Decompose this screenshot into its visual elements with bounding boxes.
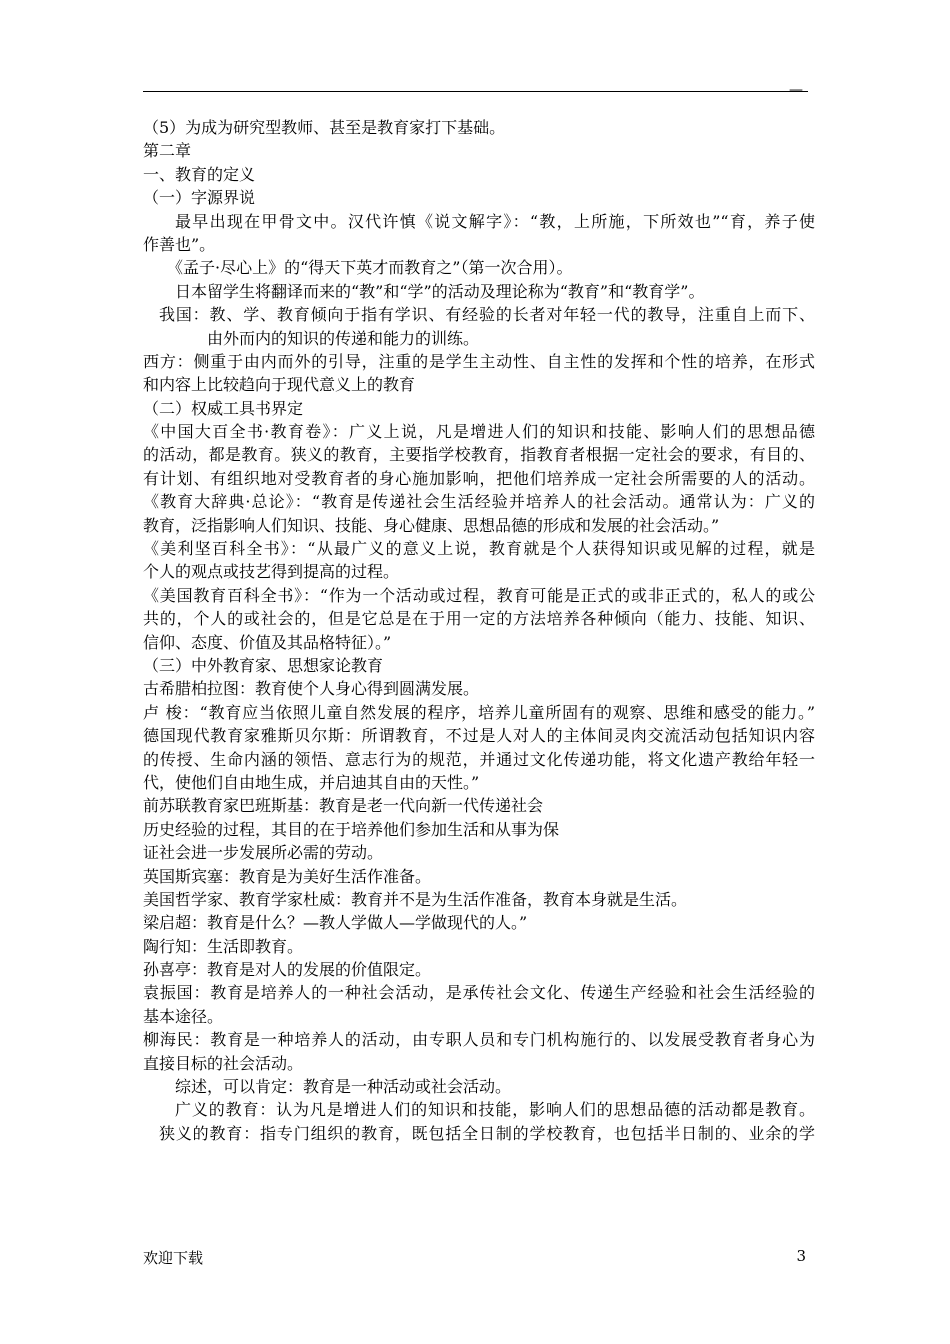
text-line: 狭义的教育：指专门组织的教育，既包括全日制的学校教育，也包括半日制的、业余的学 (159, 1123, 815, 1143)
text-line: 陶行知：生活即教育。 (143, 936, 304, 956)
section-heading: 一、教育的定义 (143, 164, 256, 184)
text-line: 《中国大百全书·教育卷》：广义上说，凡是增进人们的知识和技能、影响人们的思想品德 (143, 422, 815, 442)
text-line: 古希腊柏拉图：教育使个人身心得到圆满发展。 (143, 679, 480, 699)
text-line: 《孟子·尽心上》的“得天下英才而教育之”（第一次合用）。 (167, 258, 573, 278)
chapter-heading: 第二章 (143, 141, 192, 161)
text-line: 卢 梭：“教育应当依照儿童自然发展的程序，培养儿童所固有的观察、思维和感受的能力。” (143, 702, 815, 722)
text-line: 证社会进一步发展所必需的劳动。 (143, 843, 384, 863)
text-line: 《美国教育百科全书》：“作为一个活动或过程，教育可能是正式的或非正式的，私人的或公 (143, 585, 815, 605)
text-line: 广义的教育：认为凡是增进人们的知识和技能，影响人们的思想品德的活动都是教育。 (175, 1100, 815, 1120)
text-line: 我国：教、学、教育倾向于指有学识、有经验的长者对年轻一代的教导，注重自上而下、 (159, 305, 815, 325)
subsection-heading: （一）字源界说 (143, 188, 256, 208)
text-line: 的传授、生命内涵的领悟、意志行为的规范，并通过文化传递功能，将文化遗产教给年轻一 (143, 749, 815, 769)
header-mark: — (789, 82, 802, 98)
text-line: 和内容上比较趋向于现代意义上的教育 (143, 375, 416, 395)
text-line: 西方：侧重于由内而外的引导，注重的是学生主动性、自主性的发挥和个性的培养，在形式 (143, 351, 815, 371)
text-line: 作善也”。 (143, 234, 216, 254)
text-line: 梁启超：教育是什么？—教人学做人—学做现代的人。” (143, 913, 528, 933)
text-line: 的活动，都是教育。狭义的教育，主要指学校教育，指教育者根据一定社会的要求，有目的、 (143, 445, 815, 465)
text-line: 《教育大辞典·总论》：“教育是传递社会生活经验并培养人的社会活动。通常认为：广义的 (143, 492, 815, 512)
header-rule (143, 91, 808, 92)
text-line: 德国现代教育家雅斯贝尔斯：所谓教育，不过是人对人的主体间灵肉交流活动包括知识内容 (143, 726, 815, 746)
text-line: 美国哲学家、教育学家杜威：教育并不是为生活作准备，教育本身就是生活。 (143, 889, 688, 909)
subsection-heading: （三）中外教育家、思想家论教育 (143, 655, 384, 675)
text-line: 由外而内的知识的传递和能力的训练。 (207, 328, 480, 348)
text-line: 英国斯宾塞：教育是为美好生活作准备。 (143, 866, 432, 886)
text-line: 《美利坚百科全书》：“从最广义的意义上说，教育就是个人获得知识或见解的过程，就是 (143, 539, 815, 559)
text-line: 信仰、态度、价值及其品格特征）。” (143, 632, 392, 652)
text-line: 孙喜亭：教育是对人的发展的价值限定。 (143, 960, 432, 980)
text-line: 代，使他们自由地生成，并启迪其自由的天性。” (143, 772, 480, 792)
text-line: 最早出现在甲骨文中。汉代许慎《说文解字》：“教，上所施，下所效也”“育，养子使 (175, 211, 815, 231)
text-line: 共的，个人的或社会的，但是它总是在于用一定的方法培养各种倾向（能力、技能、知识、 (143, 609, 815, 629)
text-line: 有计划、有组织地对受教育者的身心施加影响，把他们培养成一定社会所需要的人的活动。 (143, 468, 815, 488)
text-line: 个人的观点或技艺得到提高的过程。 (143, 562, 400, 582)
text-line: （5）为成为研究型教师、甚至是教育家打下基础。 (143, 118, 506, 137)
text-line: 教育，泛指影响人们知识、技能、身心健康、思想品德的形成和发展的社会活动。” (143, 515, 720, 535)
page-number: 3 (796, 1247, 806, 1265)
document-body (143, 116, 815, 1145)
subsection-heading: （二）权威工具书界定 (143, 398, 304, 418)
text-line: 柳海民：教育是一种培养人的活动，由专职人员和专门机构施行的、以发展受教育者身心为 (143, 1030, 815, 1050)
text-line: 基本途径。 (143, 1006, 224, 1026)
text-line: 前苏联教育家巴班斯基：教育是老一代向新一代传递社会 (143, 796, 544, 816)
text-line: 直接目标的社会活动。 (143, 1053, 304, 1073)
text-line: 综述，可以肯定：教育是一种活动或社会活动。 (175, 1077, 512, 1097)
text-line: 历史经验的过程，其目的在于培养他们参加生活和从事为保 (143, 819, 560, 839)
text-line: 日本留学生将翻译而来的“教”和“学”的活动及理论称为“教育”和“教育学”。 (175, 281, 705, 301)
footer-download-text: 欢迎下载 (143, 1249, 204, 1267)
text-line: 袁振国：教育是培养人的一种社会活动，是承传社会文化、传递生产经验和社会生活经验的 (143, 983, 815, 1003)
